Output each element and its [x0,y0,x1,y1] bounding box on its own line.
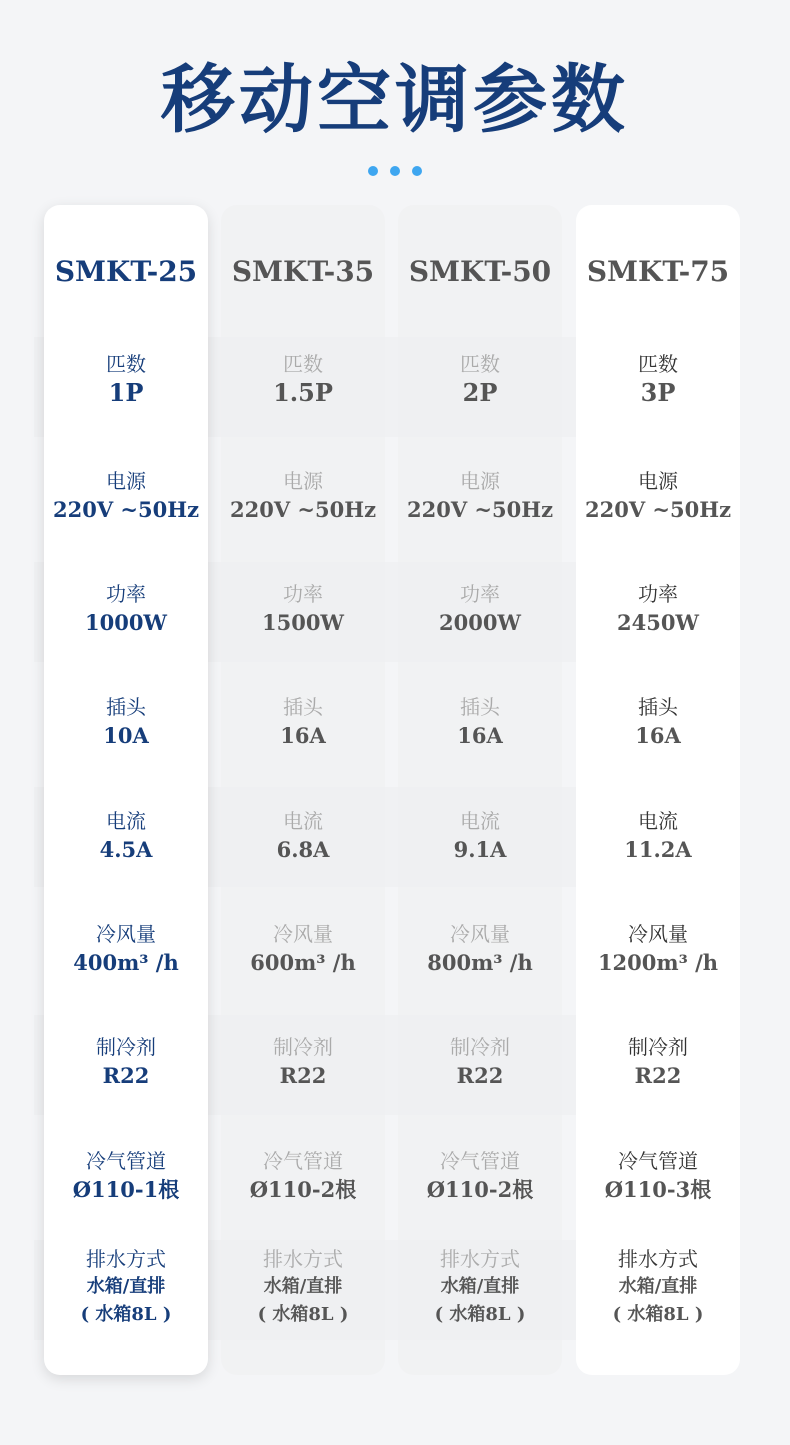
spec-label: 制冷剂 [273,1035,333,1059]
spec-value: R22 [456,1063,504,1088]
spec-value: 水箱/直排 [618,1276,698,1297]
spec-value: R22 [634,1063,682,1088]
spec-label: 排水方式 [440,1247,520,1271]
spec-value: 1000W [84,610,168,635]
spec-label: 冷气管道 [263,1149,343,1173]
spec-value: 16A [635,723,681,748]
spec-horsepower [221,350,385,408]
spec-label: 制冷剂 [96,1035,156,1059]
spec-plug [221,693,385,751]
spec-plug [398,693,562,751]
spec-airflow [576,920,740,978]
spec-wattage [221,580,385,638]
spec-value: 6.8A [276,837,330,862]
spec-label: 电源 [638,469,678,493]
model-name: SMKT-50 [408,255,552,288]
spec-value: 400m³ /h [73,950,179,975]
spec-label: 功率 [460,582,500,606]
model-column-smkt-35 [221,205,385,1375]
spec-value: 水箱/直排 [440,1276,520,1297]
spec-label: 电源 [283,469,323,493]
spec-value: 220V ~50Hz [52,497,200,522]
spec-label: 冷风量 [450,922,510,946]
spec-label: 冷风量 [273,922,333,946]
spec-label: 匹数 [460,352,500,376]
spec-wattage [398,580,562,638]
spec-note: ( 水箱8L ) [434,1304,526,1325]
spec-duct [576,1147,740,1205]
spec-current [221,807,385,865]
spec-airflow [398,920,562,978]
spec-label: 功率 [283,582,323,606]
spec-label: 匹数 [283,352,323,376]
spec-label: 排水方式 [263,1247,343,1271]
spec-label: 匹数 [638,352,678,376]
spec-label: 冷气管道 [86,1149,166,1173]
model-name: SMKT-25 [54,255,198,288]
model-column-smkt-50 [398,205,562,1375]
spec-airflow [221,920,385,978]
spec-drainage [398,1245,562,1329]
spec-value: 3P [640,378,676,407]
spec-duct [221,1147,385,1205]
spec-value: 水箱/直排 [86,1276,166,1297]
spec-label: 插头 [283,695,323,719]
spec-current [398,807,562,865]
dot-icon [390,166,400,176]
spec-value: 2P [462,378,498,407]
spec-wattage [44,580,208,638]
spec-label: 电源 [106,469,146,493]
spec-value: 220V ~50Hz [584,497,732,522]
spec-value: 9.1A [453,837,507,862]
spec-label: 冷气管道 [440,1149,520,1173]
dot-icon [368,166,378,176]
spec-label: 插头 [106,695,146,719]
spec-value: 220V ~50Hz [229,497,377,522]
spec-note: ( 水箱8L ) [257,1304,349,1325]
spec-value: 水箱/直排 [263,1276,343,1297]
spec-label: 功率 [638,582,678,606]
spec-label: 电流 [283,809,323,833]
spec-drainage [221,1245,385,1329]
spec-horsepower [44,350,208,408]
spec-label: 冷风量 [628,922,688,946]
spec-label: 匹数 [106,352,146,376]
spec-value: Ø110-2根 [249,1177,357,1202]
spec-value: 220V ~50Hz [406,497,554,522]
spec-power-supply [44,467,208,525]
spec-label: 冷风量 [96,922,156,946]
spec-value: 1200m³ /h [597,950,719,975]
spec-value: 16A [280,723,326,748]
spec-current [576,807,740,865]
spec-refrigerant [44,1033,208,1091]
spec-power-supply [576,467,740,525]
spec-label: 制冷剂 [450,1035,510,1059]
spec-note: ( 水箱8L ) [80,1304,172,1325]
spec-label: 制冷剂 [628,1035,688,1059]
spec-value: 11.2A [624,837,692,862]
spec-duct [398,1147,562,1205]
spec-value: 16A [457,723,503,748]
spec-drainage [576,1245,740,1329]
model-column-smkt-75 [576,205,740,1375]
spec-value: 600m³ /h [250,950,356,975]
spec-value: Ø110-1根 [72,1177,180,1202]
spec-label: 排水方式 [86,1247,166,1271]
spec-value: 1P [108,378,144,407]
dot-icon [412,166,422,176]
spec-value: 4.5A [99,837,153,862]
spec-label: 插头 [460,695,500,719]
page-title: 移动空调参数 [161,57,629,143]
spec-plug [576,693,740,751]
spec-horsepower [576,350,740,408]
spec-value: 10A [103,723,149,748]
model-name: SMKT-35 [231,255,375,288]
spec-value: 2450W [616,610,700,635]
spec-value: 800m³ /h [427,950,533,975]
spec-refrigerant [576,1033,740,1091]
spec-drainage [44,1245,208,1329]
spec-duct [44,1147,208,1205]
spec-label: 排水方式 [618,1247,698,1271]
spec-value: R22 [279,1063,327,1088]
spec-value: 1500W [261,610,345,635]
spec-refrigerant [221,1033,385,1091]
spec-value: Ø110-2根 [426,1177,534,1202]
spec-value: Ø110-3根 [604,1177,712,1202]
spec-wattage [576,580,740,638]
spec-label: 电流 [460,809,500,833]
spec-label: 电流 [638,809,678,833]
model-column-smkt-25 [44,205,208,1375]
spec-label: 电流 [106,809,146,833]
spec-value: 1.5P [273,378,333,407]
decorative-dots [0,166,790,176]
spec-value: 2000W [438,610,522,635]
spec-power-supply [221,467,385,525]
spec-current [44,807,208,865]
spec-label: 功率 [106,582,146,606]
spec-airflow [44,920,208,978]
spec-label: 电源 [460,469,500,493]
spec-horsepower [398,350,562,408]
model-name: SMKT-75 [586,255,730,288]
spec-label: 冷气管道 [618,1149,698,1173]
spec-value: R22 [102,1063,150,1088]
spec-refrigerant [398,1033,562,1091]
spec-plug [44,693,208,751]
spec-power-supply [398,467,562,525]
spec-label: 插头 [638,695,678,719]
spec-note: ( 水箱8L ) [612,1304,704,1325]
